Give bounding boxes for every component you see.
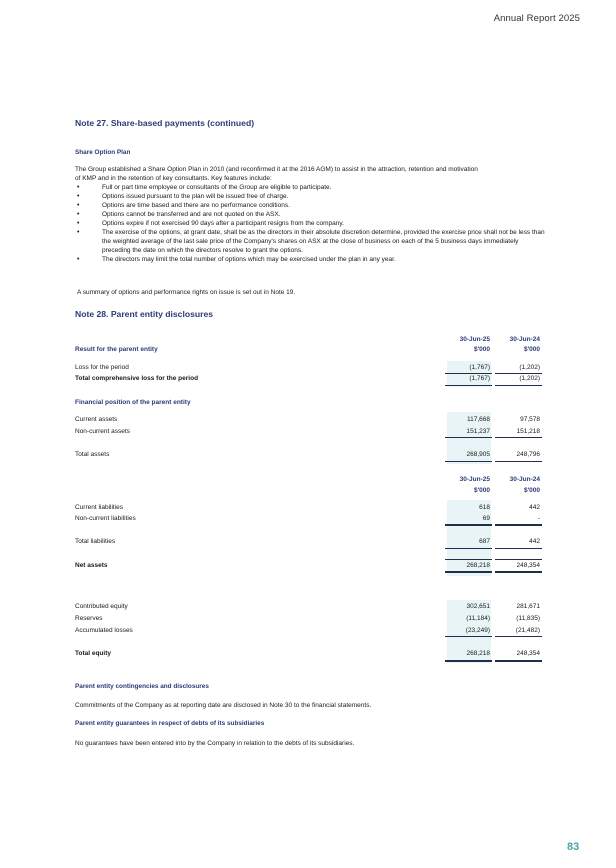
page-number: 83 bbox=[567, 841, 580, 853]
column-unit-row bbox=[75, 487, 545, 498]
table-row: Reserves (11,184) (11,835) bbox=[75, 615, 540, 622]
table-row: Current assets 117,668 97,578 bbox=[75, 416, 540, 423]
column-unit-row bbox=[75, 346, 545, 357]
bullet-icon: • bbox=[77, 202, 80, 209]
rule bbox=[495, 660, 542, 662]
list-item: • Options expire if not exercised 90 days after a participant resigns from the company. bbox=[77, 220, 344, 227]
note-28-title: Note 28. Parent entity disclosures bbox=[75, 309, 214, 319]
column-unit-2024: $'000 bbox=[523, 346, 540, 353]
bullet-icon: • bbox=[77, 184, 80, 191]
column-date-2024: 30-Jun-24 bbox=[509, 476, 540, 483]
rule bbox=[495, 571, 542, 573]
rule bbox=[445, 636, 492, 637]
table-row: Non-current liabilities 69 - bbox=[75, 515, 540, 522]
column-date-2024: 30-Jun-24 bbox=[509, 336, 540, 343]
rule bbox=[495, 385, 542, 386]
table-row-total-assets: Total assets 268,905 248,796 bbox=[75, 451, 540, 458]
table-row-net-assets: Net assets 268,218 248,354 bbox=[75, 562, 540, 569]
share-option-plan-heading: Share Option Plan bbox=[75, 149, 131, 156]
contingencies-text: Commitments of the Company as at reporting date are disclosed in Note 30 to the financial statements. bbox=[75, 702, 372, 709]
rule bbox=[445, 524, 492, 526]
rule bbox=[495, 559, 542, 560]
section-heading-row bbox=[75, 399, 545, 410]
rule bbox=[445, 548, 492, 549]
rule bbox=[495, 437, 542, 438]
list-item: • Full or part time employee or consultants of the Group are eligible to participate. bbox=[77, 184, 332, 191]
table-row: Accumulated losses (23,249) (21,482) bbox=[75, 627, 540, 634]
options-summary-text: A summary of options and performance rights on issue is set out in Note 19. bbox=[77, 289, 296, 296]
list-item: • Options issued pursuant to the plan will be issued free of charge. bbox=[77, 193, 289, 200]
column-header-row bbox=[75, 476, 545, 487]
bullet-icon: • bbox=[77, 256, 80, 263]
rule bbox=[495, 524, 542, 526]
column-date-2025: 30-Jun-25 bbox=[459, 476, 490, 483]
rule bbox=[495, 548, 542, 549]
column-unit-2025: $'000 bbox=[473, 487, 490, 494]
guarantees-text: No guarantees have been entered into by the Company in relation to the debts of its subsidiaries. bbox=[75, 740, 355, 747]
contingencies-heading: Parent entity contingencies and disclosures bbox=[75, 683, 209, 690]
table-row-total-liabilities: Total liabilities 687 442 bbox=[75, 538, 540, 545]
table-row: Contributed equity 302,651 281,671 bbox=[75, 603, 540, 610]
bullet-icon: • bbox=[77, 229, 80, 236]
list-item: • The exercise of the options, at grant date, shall be as the directors in their absolute discretion determine, provided the exercise price shall not be less than the weighted average of the last sale price of the Company's shares on ASX at the close of business on each of the 5 business days immediately preceding the date on which the directors resolve to grant the options. bbox=[77, 229, 545, 254]
intro-line-1: The Group established a Share Option Plan in 2010 (and reconfirmed it at the 2016 AGM) to assist in the attraction, retention and motivation bbox=[75, 166, 478, 173]
table-row-total-equity: Total equity 268,218 248,354 bbox=[75, 650, 540, 657]
bullet-icon: • bbox=[77, 211, 80, 218]
list-item: • The directors may limit the total number of options which may be exercised under the plan in any year. bbox=[77, 256, 396, 263]
rule bbox=[495, 461, 542, 462]
rule bbox=[445, 571, 492, 573]
rule bbox=[445, 660, 492, 662]
table-row: Current liabilities 618 442 bbox=[75, 504, 540, 511]
report-header-title: Annual Report 2025 bbox=[493, 13, 580, 24]
rule bbox=[445, 373, 492, 374]
rule bbox=[445, 461, 492, 462]
column-unit-2024: $'000 bbox=[523, 487, 540, 494]
rule bbox=[445, 385, 492, 386]
rule bbox=[445, 437, 492, 438]
column-unit-2025: $'000 bbox=[473, 346, 490, 353]
bullet-icon: • bbox=[77, 220, 80, 227]
table-row: Non-current assets 151,237 151,218 bbox=[75, 428, 540, 435]
financial-position-heading: Financial position of the parent entity bbox=[75, 399, 191, 406]
rule bbox=[495, 636, 542, 637]
note-27-title: Note 27. Share-based payments (continued) bbox=[75, 118, 255, 128]
column-date-2025: 30-Jun-25 bbox=[459, 336, 490, 343]
intro-line-2: of KMP and in the retention of key consultants. Key features include: bbox=[75, 175, 272, 182]
table-row: Total comprehensive loss for the period (1,767) (1,202) bbox=[75, 375, 540, 382]
share-option-plan-intro bbox=[75, 165, 545, 183]
rule bbox=[445, 559, 492, 560]
list-item: • Options are time based and there are no performance conditions. bbox=[77, 202, 290, 209]
key-features-list bbox=[75, 183, 545, 264]
guarantees-heading: Parent entity guarantees in respect of debts of its subsidiaries bbox=[75, 720, 265, 727]
result-heading: Result for the parent entity bbox=[75, 346, 158, 353]
rule bbox=[495, 373, 542, 374]
list-item: • Options cannot be transferred and are not quoted on the ASX. bbox=[77, 211, 281, 218]
table-row: Loss for the period (1,767) (1,202) bbox=[75, 364, 540, 371]
bullet-icon: • bbox=[77, 193, 80, 200]
